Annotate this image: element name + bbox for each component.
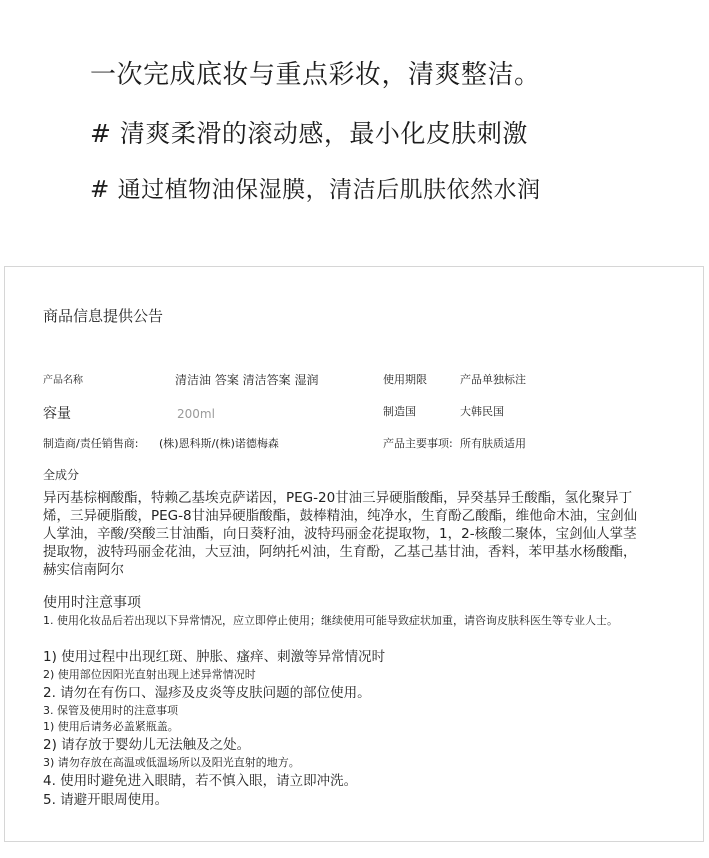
ingredients-label: 全成分 <box>43 468 80 482</box>
main-notes-label: 产品主要事项: <box>383 437 453 450</box>
caution-item: 2) 使用部位因阳光直射出现上述异常情况时 <box>43 668 256 681</box>
origin-value: 大韩民国 <box>460 405 504 418</box>
product-name-value: 清洁油 答案 清洁答案 湿润 <box>175 373 319 387</box>
product-info-notice <box>4 266 704 842</box>
main-notes-value: 所有肤质适用 <box>460 437 526 450</box>
caution-item: 5. 请避开眼周使用。 <box>43 792 169 808</box>
caution-item: 2) 请存放于婴幼儿无法触及之处。 <box>43 737 251 753</box>
manufacturer-label: 制造商/责任销售商: <box>43 437 139 450</box>
caution-item: 1) 使用后请务必盖紧瓶盖。 <box>43 720 179 733</box>
caution-item: 1) 使用过程中出现红斑、肿胀、瘙痒、刺激等异常情况时 <box>43 649 386 665</box>
usage-period-value: 产品单独标注 <box>460 373 526 386</box>
usage-period-label: 使用期限 <box>383 373 427 386</box>
caution-item: 4. 使用时避免进入眼睛，若不慎入眼，请立即冲洗。 <box>43 773 358 789</box>
hero-line-1: 一次完成底妆与重点彩妆，清爽整洁。 <box>90 60 541 90</box>
manufacturer-value: (株)恩科斯/(株)诺德梅森 <box>159 437 279 450</box>
caution-item: 3) 请勿存放在高温或低温场所以及阳光直射的地方。 <box>43 756 300 769</box>
hero-line-3: # 通过植物油保湿膜，清洁后肌肤依然水润 <box>90 177 541 203</box>
origin-label: 制造国 <box>383 405 416 418</box>
caution-item: 1. 使用化妆品后若出现以下异常情况，应立即停止使用；继续使用可能导致症状加重，请咨询皮肤科医生等专业人士。 <box>43 614 618 627</box>
caution-item: 2. 请勿在有伤口、湿疹及皮炎等皮肤问题的部位使用。 <box>43 685 371 701</box>
ingredients-text: 异丙基棕榈酸酯，特赖乙基埃克萨诺因，PEG-20甘油三异硬脂酸酯，异癸基异壬酸酯，氢化聚异丁烯，三异硬脂酸，PEG-8甘油异硬脂酸酯，鼓棒精油，纯净水，生育酚乙酸酯，维他命木油，宝剑仙人掌油，辛酸/癸酸三甘油酯，向日葵籽油，波特玛丽金花提取物，1，2-核酸二聚体，宝剑仙人掌茎提取物，波特玛丽金花油，大豆油，阿纳托씨油，生育酚，乙基己基甘油，香料，苯甲基水杨酸酯，赫实信南阿尔 <box>43 490 638 578</box>
caution-item: 3. 保管及使用时的注意事项 <box>43 704 178 717</box>
cautions-title: 使用时注意事项 <box>43 595 141 611</box>
capacity-value: 200ml <box>177 407 215 421</box>
hero-line-2: # 清爽柔滑的滚动感，最小化皮肤刺激 <box>90 119 528 148</box>
hero-section <box>0 0 709 250</box>
capacity-label: 容量 <box>43 406 71 422</box>
notice-title: 商品信息提供公告 <box>43 307 164 325</box>
product-name-label: 产品名称 <box>43 375 83 386</box>
